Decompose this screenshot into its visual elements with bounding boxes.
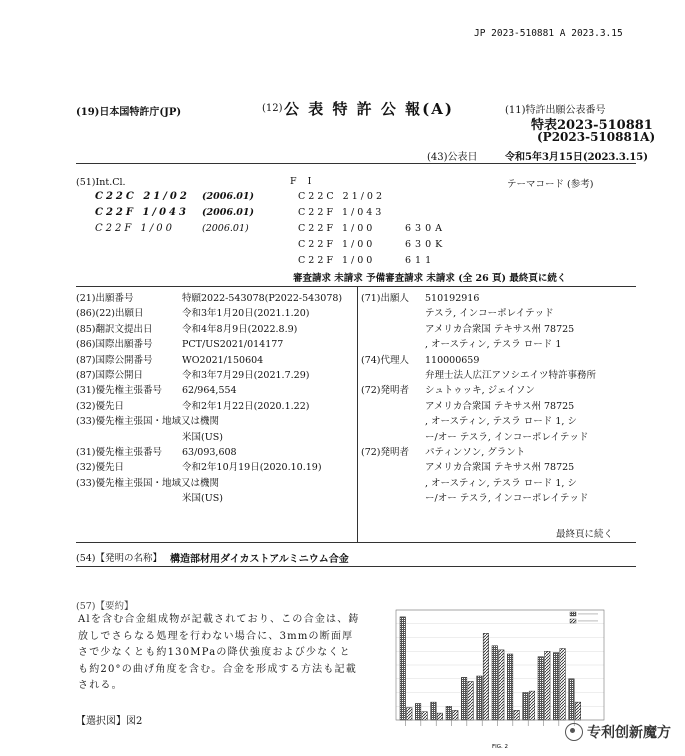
biblio-label: (33)優先権主張国・地域又は機関 — [76, 477, 220, 489]
biblio-value: 令和2年10月19日(2020.10.19) — [182, 462, 322, 474]
publication-date: 令和5年3月15日(2023.3.15) — [505, 152, 648, 163]
continued-note: 最終頁に続く — [556, 529, 614, 540]
fi-code: C22F 1/00 — [298, 239, 376, 250]
chart-bar — [483, 633, 489, 720]
int-cl-code: C22F 1/00 — [95, 223, 175, 234]
chart-bar — [446, 706, 452, 720]
theme-code-label: テーマコード (参考) — [507, 179, 594, 190]
chart-bar — [492, 646, 498, 720]
fi-code: C22F 1/043 — [298, 207, 385, 218]
fi-suffix: 630K — [405, 239, 447, 250]
chart-bar — [575, 702, 581, 720]
abstract-label: (57)【要約】 — [76, 601, 134, 612]
publication-number-alt: (P2023-510881A) — [537, 130, 656, 144]
biblio-label: (87)国際公開日 — [76, 370, 144, 381]
patent-office: (19)日本国特許庁(JP) — [76, 107, 182, 118]
biblio-label: (72)発明者 — [361, 385, 410, 397]
wechat-logo-icon — [565, 723, 583, 741]
biblio-label: (72)発明者 — [361, 447, 410, 458]
biblio-value: , オースティン, テスラ ロード 1, シ — [425, 416, 577, 428]
bibliographic-left — [76, 292, 356, 522]
bibliographic-right — [361, 292, 636, 522]
int-cl-code: C22F 1/043 — [95, 207, 189, 218]
publication-kind-title: 公 表 特 許 公 報(A) — [284, 100, 454, 118]
chart-bar — [431, 702, 437, 720]
biblio-value: 米国(US) — [182, 493, 223, 505]
chart-bar — [545, 651, 551, 720]
int-cl-date: (2006.01) — [202, 207, 254, 218]
examination-status: 審査請求 未請求 予備審査請求 未請求 (全 26 頁) 最終頁に続く — [293, 273, 567, 284]
publication-number: 特表2023-510881 — [531, 118, 653, 133]
biblio-value: 110000659 — [425, 354, 480, 366]
chart-bar — [415, 704, 421, 721]
chart-bar — [553, 653, 559, 720]
chart-bar — [560, 649, 566, 721]
biblio-label: (86)(22)出願日 — [76, 308, 144, 320]
legend-swatch — [570, 619, 576, 623]
chart-bar — [477, 676, 483, 720]
biblio-value: , オースティン, テスラ ロード 1, シ — [425, 477, 577, 489]
chart-bar — [569, 679, 575, 720]
biblio-label: (21)出願番号 — [76, 293, 134, 304]
fi-code: C22F 1/00 — [298, 255, 376, 266]
biblio-value: ー/オー テスラ, インコーポレイテッド — [425, 431, 589, 443]
biblio-value: アメリカ合衆国 テキサス州 78725 — [425, 400, 575, 412]
biblio-label: (32)優先日 — [76, 462, 125, 474]
biblio-label: (31)優先権主張番号 — [76, 385, 163, 397]
biblio-value: シュトゥッキ, ジェイソン — [425, 385, 535, 397]
biblio-label: (71)出願人 — [361, 293, 410, 304]
chart-bar — [407, 708, 413, 720]
publication-date-label: (43)公表日 — [427, 152, 478, 163]
fi-suffix: 630A — [405, 223, 446, 234]
fi-suffix: 611 — [405, 255, 436, 266]
publication-number-label: (11)特許出願公表番号 — [505, 105, 606, 116]
chart-bar — [453, 710, 459, 720]
biblio-label: (85)翻訳文提出日 — [76, 323, 153, 335]
fi-code: C22F 1/00 — [298, 223, 376, 234]
biblio-value: 令和2年1月22日(2020.1.22) — [182, 400, 310, 412]
invention-title: 構造部材用ダイカストアルミニウム合金 — [170, 554, 349, 565]
chart-bar — [468, 682, 474, 721]
biblio-value: WO2021/150604 — [182, 354, 264, 366]
biblio-value: 令和4年8月9日(2022.8.9) — [182, 323, 298, 335]
biblio-value: 63/093,608 — [182, 447, 237, 458]
title-divider — [76, 566, 636, 567]
chart-bar — [499, 650, 505, 720]
int-cl-label: (51)Int.Cl. — [76, 177, 126, 188]
int-cl-date: (2006.01) — [202, 191, 254, 202]
chart-bar — [529, 691, 535, 720]
chart-bar — [437, 713, 443, 720]
legend-line — [578, 620, 598, 621]
biblio-value: パティンソン, グラント — [425, 447, 526, 458]
biblio-value: テスラ, インコーポレイテッド — [425, 308, 554, 320]
invention-title-label: (54)【発明の名称】 — [76, 553, 163, 564]
chart-bar — [400, 617, 406, 720]
biblio-label: (87)国際公開番号 — [76, 354, 153, 366]
chart-bar — [461, 677, 467, 720]
chart-bars — [400, 617, 581, 720]
watermark-text: 专利创新魔方 — [587, 725, 671, 741]
biblio-label: (33)優先権主張国・地域又は機関 — [76, 416, 220, 428]
int-cl-date: (2006.01) — [202, 223, 249, 234]
biblio-value: 米国(US) — [182, 431, 223, 443]
figure-caption: FIG. 2 — [491, 744, 509, 750]
biblio-label: (31)優先権主張番号 — [76, 447, 163, 458]
chart-bar — [538, 657, 544, 720]
biblio-value: 特願2022-543078(P2022-543078) — [182, 293, 343, 304]
selected-figure: 【選択図】図2 — [76, 716, 143, 727]
chart-bar — [422, 712, 428, 720]
biblio-value: 510192916 — [425, 293, 480, 304]
legend-swatch — [570, 612, 576, 616]
header-divider — [76, 163, 636, 164]
biblio-label: (74)代理人 — [361, 354, 410, 366]
abstract-text: Alを含む合金組成物が記載されており、この合金は、鋳放しでさらなる処理を行わない場合に、3mmの断面厚さで少なくとも約130MPaの降伏強度および少なくとも約20°の曲げ角度を含む。合金を形成する方法も記載される。 — [78, 614, 360, 691]
biblio-value: アメリカ合衆国 テキサス州 78725 — [425, 462, 575, 474]
watermark — [565, 722, 671, 742]
biblio-label: (32)優先日 — [76, 400, 125, 412]
biblio-value: アメリカ合衆国 テキサス州 78725 — [425, 323, 575, 335]
biblio-value: 弁理士法人広江アソシエイツ特許事務所 — [425, 370, 597, 381]
biblio-value: , オースティン, テスラ ロード 1 — [425, 339, 562, 351]
int-cl-code: C22C 21/02 — [95, 191, 190, 202]
biblio-divider — [76, 542, 636, 543]
kind-code: (12) — [262, 103, 283, 114]
fi-label: F I — [290, 176, 316, 187]
biblio-label: (86)国際出願番号 — [76, 339, 153, 351]
chart-x-tick-marks — [406, 720, 575, 726]
document-reference: JP 2023-510881 A 2023.3.15 — [474, 28, 623, 39]
chart-legend — [570, 612, 598, 623]
legend-line — [578, 613, 598, 614]
chart-bar — [523, 693, 529, 721]
biblio-value: 令和3年1月20日(2021.1.20) — [182, 308, 310, 320]
biblio-value: ー/オー テスラ, インコーポレイテッド — [425, 493, 589, 505]
biblio-value: 62/964,554 — [182, 385, 237, 397]
classification-divider — [76, 286, 636, 287]
fi-code: C22C 21/02 — [298, 191, 386, 202]
biblio-value: 令和3年7月29日(2021.7.29) — [182, 370, 310, 381]
column-divider — [357, 287, 358, 542]
chart-bar — [507, 654, 513, 720]
biblio-value: PCT/US2021/014177 — [182, 339, 284, 351]
chart-bar — [514, 710, 520, 720]
